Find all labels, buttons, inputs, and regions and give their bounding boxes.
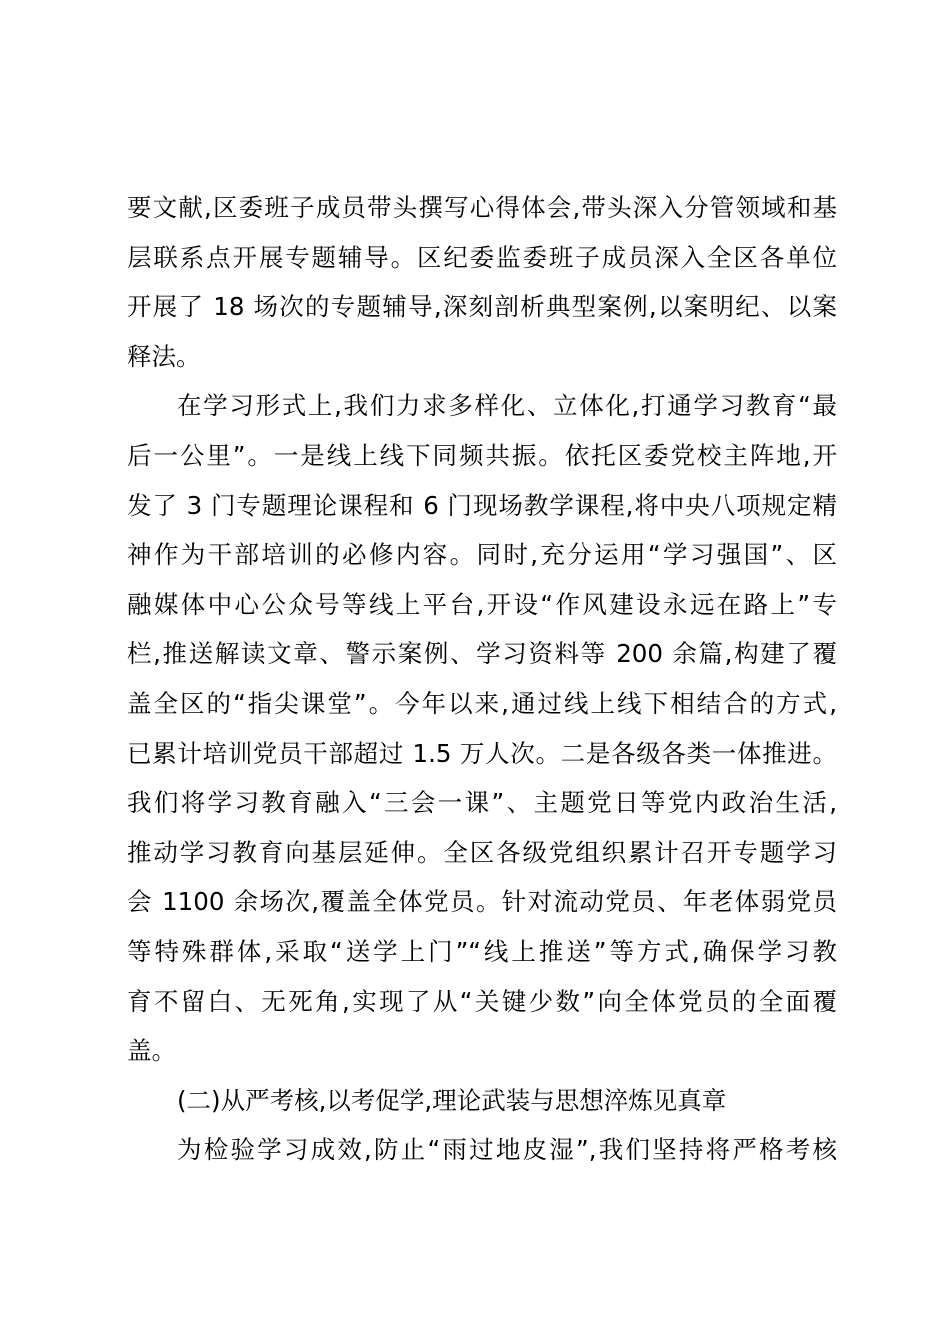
text-line: 栏,推送解读文章、警示案例、学习资料等 200 余篇,构建了覆 — [127, 639, 837, 669]
text-line: 为检验学习成效,防止“雨过地皮湿”,我们坚持将严格考核 — [177, 1135, 837, 1165]
text-line: 要文献,区委班子成员带头撰写心得体会,带头深入分管领域和基 — [127, 193, 837, 222]
text-line: 会 1100 余场次,覆盖全体党员。针对流动党员、年老体弱党员 — [127, 887, 837, 917]
text-line: 开展了 18 场次的专题辅导,深刻剖析典型案例,以案明纪、以案 — [127, 292, 837, 322]
text-line: 已累计培训党员干部超过 1.5 万人次。二是各级各类一体推进。 — [127, 738, 837, 768]
text-line: 盖。 — [127, 1036, 176, 1066]
text-line: (二)从严考核,以考促学,理论武装与思想淬炼见真章 — [177, 1085, 727, 1115]
text-line: 神作为干部培训的必修内容。同时,充分运用“学习强国”、区 — [127, 540, 837, 570]
text-line: 等特殊群体,采取“送学上门”“线上推送”等方式,确保学习教 — [127, 936, 837, 966]
body-text — [127, 183, 837, 1175]
text-line: 后一公里”。一是线上线下同频共振。依托区委党校主阵地,开 — [127, 440, 837, 470]
text-line: 发了 3 门专题理论课程和 6 门现场教学课程,将中央八项规定精 — [127, 490, 837, 520]
text-line: 育不留白、无死角,实现了从“关键少数”向全体党员的全面覆 — [127, 986, 837, 1016]
text-line: 在学习形式上,我们力求多样化、立体化,打通学习教育“最 — [177, 391, 837, 421]
text-line: 我们将学习教育融入“三会一课”、主题党日等党内政治生活, — [127, 788, 837, 818]
text-line: 融媒体中心公众号等线上平台,开设“作风建设永远在路上”专 — [127, 589, 837, 619]
text-line: 盖全区的“指尖课堂”。今年以来,通过线上线下相结合的方式, — [127, 688, 837, 718]
text-line: 推动学习教育向基层延伸。全区各级党组织累计召开专题学习 — [127, 837, 837, 867]
text-line: 层联系点开展专题辅导。区纪委监委班子成员深入全区各单位 — [127, 242, 837, 272]
text-line: 释法。 — [127, 341, 201, 371]
